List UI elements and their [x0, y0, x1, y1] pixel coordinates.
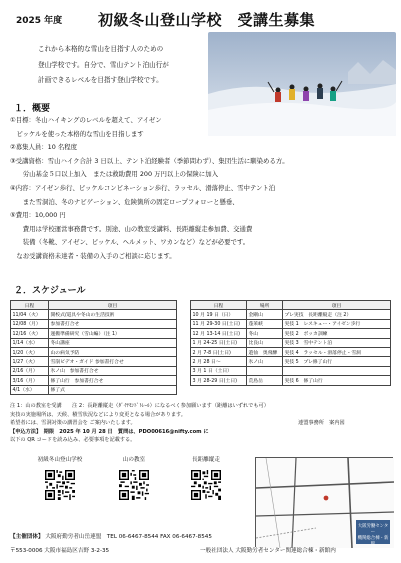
table-cell: 氷ノ山 — [247, 357, 283, 366]
application-line: 【申込方法】 期限 2025 年 10 月 28 日 質問は、PDO00616@nifty.com に — [10, 428, 209, 435]
table-cell: 2 月 7-8 日(土日) — [191, 347, 247, 356]
qr-block-mountain-class — [104, 455, 164, 500]
contact-address: 〒553-0006 大阪市福島区吉野 3-2-35 — [10, 548, 110, 554]
page-title: 初級冬山登山学校 受講生募集 — [98, 11, 316, 29]
table-cell: 1/20（火） — [11, 347, 49, 356]
overview-content-cont: また雪洞泊、冬のナビゲーション、危険箇所の固定ロープフォローと懸垂、 — [10, 197, 239, 206]
table-cell: 実技 6 修了山行 — [283, 376, 391, 385]
office-name: 大阪労働センター — [357, 524, 389, 535]
table-cell: 蓬莱峡 — [247, 319, 283, 328]
overview-body — [10, 114, 289, 264]
table-row — [11, 385, 177, 394]
table-cell: 荒島岳 — [247, 376, 283, 385]
host-info: 大阪府勤労者山岳連盟 TEL 06-6467-8544 FAX 06-6467-8545 — [45, 534, 212, 540]
qr-label: 山の教室 — [122, 457, 146, 463]
intro-line: これから本格的な雪山を目指す人のための — [38, 45, 164, 53]
table-row — [191, 319, 391, 328]
qr-instruction-line: 以下の QR コードを読み込み、必要事項を記載する。 — [10, 437, 136, 444]
table-cell: 4/1（水） — [11, 385, 49, 394]
overview-fee-detail-cont: 装備（冬靴、アイゼン、ピッケル、ヘルメット、ワカンなど）などが必要です。 — [10, 238, 250, 247]
schedule-heading: ２．スケジュール — [14, 286, 86, 296]
table-cell: 2/16（月） — [11, 366, 49, 375]
table-cell: 冬山講座 — [49, 338, 177, 347]
map-caption: 連盟事務所 案内図 — [298, 420, 345, 426]
overview-eligibility: ③受講資格：雪山ハイク合計 3 日以上、テント泊経験者（季節問わず）、集団生活に馴染める方。 — [10, 156, 289, 165]
table-cell: 開校式/道具や冬山の生活技術 — [49, 310, 177, 319]
table-cell: 1 月 24-25 日(土日) — [191, 338, 247, 347]
contact-address-right: 一般社団法人 大阪勤労者センター関連総合棟・新館内 — [200, 548, 336, 554]
intro-line: 登山学校です。自分で、雪山テント泊山行が — [38, 60, 169, 69]
intro-line: 計画できるレベルを目指す登山学校です。 — [38, 76, 163, 84]
qr-label: 初級冬山登山学校 — [37, 457, 83, 463]
note-line: 実技の実施場所は、天候、積雪状況などにより変更となる場合があります。 — [10, 411, 186, 418]
table-row — [11, 357, 177, 366]
table-cell: 3/16（月） — [11, 376, 49, 385]
table-cell: 参加書打合せ — [49, 319, 177, 328]
title-year: 2025 年度 — [16, 16, 63, 26]
overview-capacity: ②募集人員：10 名程度 — [10, 143, 78, 152]
table-cell: 12/08（月） — [11, 319, 49, 328]
table-cell: 10 月 19 日（日） — [191, 310, 247, 319]
overview-fee: ⑤費用：10,000 円 — [10, 211, 66, 220]
table-cell: 3 月 28-29 日(土日) — [191, 376, 247, 385]
notes-block — [10, 402, 269, 445]
schedule-practice-table — [190, 300, 391, 386]
qr-block-winter-school — [30, 455, 90, 500]
table-row — [11, 329, 177, 338]
qr-code-icon[interactable] — [191, 470, 221, 500]
table-row — [191, 347, 391, 356]
overview-content: ④内容：アイゼン歩行、ピッケルコンビネーション歩行、ラッセル、滑落停止、雪中テント泊 — [10, 183, 276, 192]
lecture-item-header: 項目 — [49, 301, 177, 310]
table-cell: 1/14（水） — [11, 338, 49, 347]
table-row — [11, 366, 177, 375]
table-cell: 氷ノ山 参加書打合せ — [49, 366, 177, 375]
table-cell: 雪崩ビデオ・ガイド 参加書打合せ — [49, 357, 177, 366]
table-row — [11, 319, 177, 328]
table-row — [191, 329, 391, 338]
qr-label: 長距離縦走 — [192, 457, 220, 463]
table-cell: 実技 4 ラッセル・滑落停止・雪洞 — [283, 347, 391, 356]
table-cell: 12 月 13-14 日(土日) — [191, 329, 247, 338]
table-cell: 比良山 — [247, 338, 283, 347]
lecture-date-header: 日程 — [11, 301, 49, 310]
table-row — [11, 347, 177, 356]
overview-fee-detail: 費用は学校運営事務費です。別途、山の教室受講料、長距離縦走参加費、交通費 — [10, 224, 253, 233]
table-cell: 実技 5 プレ修了山行 — [283, 357, 391, 366]
contact-host — [10, 533, 212, 542]
table-cell: 11/04（火） — [11, 310, 49, 319]
practice-item-header: 項目 — [283, 301, 391, 310]
table-row — [191, 376, 391, 385]
table-cell: 冬山 — [247, 329, 283, 338]
table-cell: 3 月 1 日（土日） — [191, 366, 247, 375]
table-row — [191, 366, 391, 375]
table-cell — [283, 366, 391, 375]
table-cell: 修了山行 参加書打合せ — [49, 376, 177, 385]
table-cell: 11 月 29-30 日(土日) — [191, 319, 247, 328]
office-building-label — [357, 524, 389, 548]
qr-block-long-traverse — [176, 455, 236, 500]
table-cell: 運搬準備研究（雪山編）（注 1） — [49, 329, 177, 338]
table-row — [191, 338, 391, 347]
table-cell — [247, 366, 283, 375]
table-row — [191, 357, 391, 366]
table-cell: 実技 3 雪中テント泊 — [283, 338, 391, 347]
table-row — [11, 376, 177, 385]
overview-goal: ①目標：冬山ハイキングのレベルを超えて、アイゼン — [10, 116, 162, 124]
table-cell: 金剛山 — [247, 310, 283, 319]
table-row — [11, 310, 177, 319]
schedule-lectures-table — [10, 300, 177, 395]
overview-heading: １．概要 — [14, 104, 51, 114]
table-cell: 12/16（火） — [11, 329, 49, 338]
table-cell: 山の病気予防 — [49, 347, 177, 356]
table-cell: 1/27（火） — [11, 357, 49, 366]
table-cell: プレ実技 長距離縦走（注 2） — [283, 310, 391, 319]
practice-date-header: 日程 — [191, 301, 247, 310]
host-label: 【主催団体】 — [10, 534, 44, 540]
qr-code-icon[interactable] — [45, 470, 75, 500]
office-sub: 機関総合棟・新館 — [357, 536, 389, 547]
office-location-map[interactable] — [255, 457, 393, 547]
table-cell: 実技 1 レスキュー・アイゼン歩行 — [283, 319, 391, 328]
table-cell: 修了式 — [49, 385, 177, 394]
overview-eligibility-cont: 労山基金５口以上加入 または救助費用 200 万円以上の保険に加入 — [10, 170, 218, 179]
table-cell: 2 月 28 日～ — [191, 357, 247, 366]
overview-goal-cont: ピッケルを使った本格的な雪山を目指します — [10, 129, 144, 138]
table-row — [11, 338, 177, 347]
note-line: 希望者には、雪洞対策の講習会を ご案内いたします。 — [10, 420, 136, 427]
practice-place-header: 場所 — [247, 301, 283, 310]
table-cell: 遊仙 奥飛騨 — [247, 347, 283, 356]
note-line: 注 1：山の教室を受講 注 2：長距離縦走（ﾀﾞｲﾔﾓﾝﾄﾞﾄﾚｰﾙ）になるべく参加願います（距離はいずれでも可） — [10, 403, 269, 409]
overview-consult: なお受講資格未達者・装備の入手のご相談に応じます。 — [10, 251, 176, 260]
table-cell: 実技 2 ボッカ訓練 — [283, 329, 391, 338]
intro-text — [38, 42, 169, 89]
table-row — [191, 310, 391, 319]
qr-code-icon[interactable] — [119, 470, 149, 500]
